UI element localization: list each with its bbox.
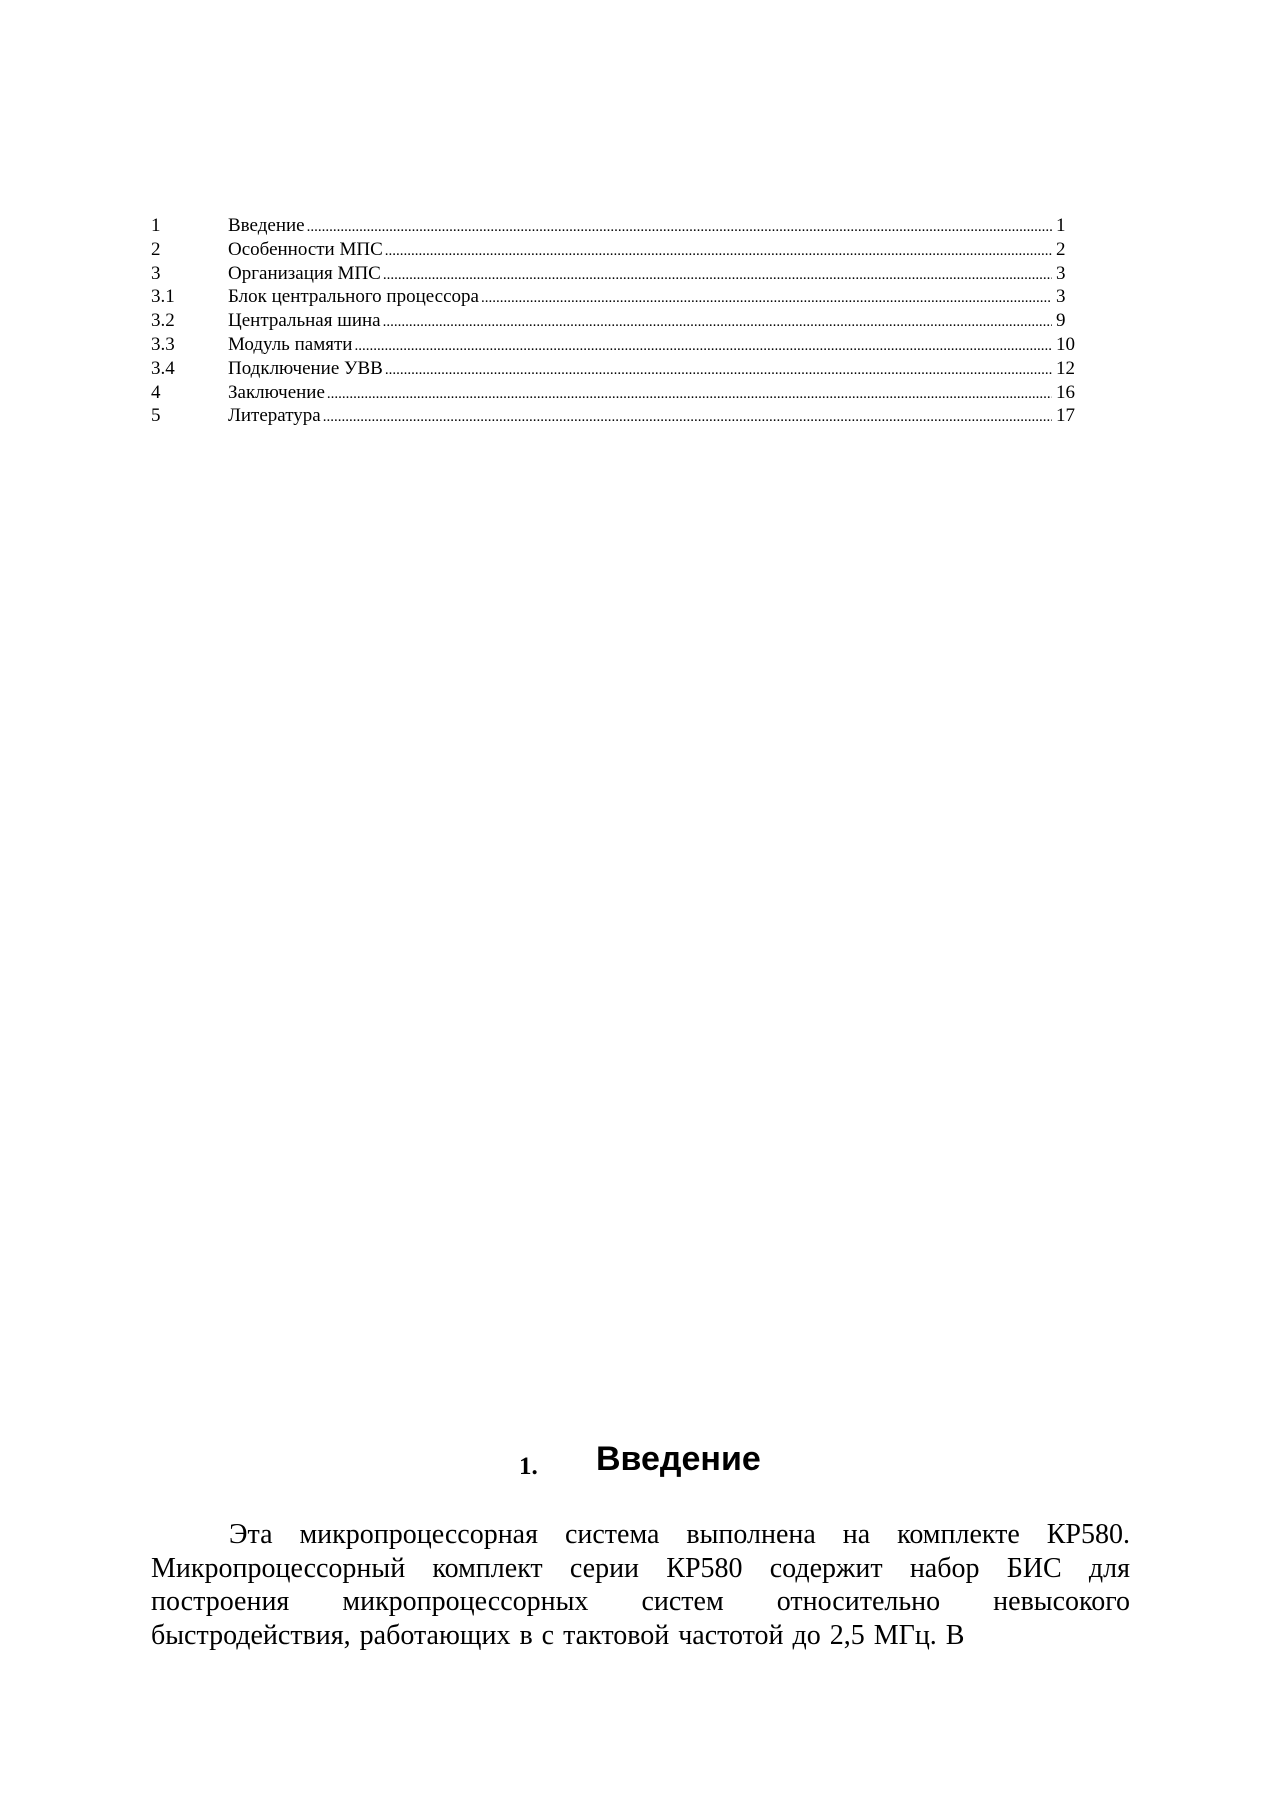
section-heading xyxy=(0,1440,1280,1488)
toc-entry[interactable] xyxy=(151,285,1086,309)
toc-entry-title: Организация МПС xyxy=(228,262,381,284)
toc-entry[interactable] xyxy=(151,381,1086,405)
toc-entry-page: 3 xyxy=(1056,286,1066,308)
toc-entry-title: Центральная шина xyxy=(228,310,381,332)
section-number: 1. xyxy=(519,1453,538,1480)
toc-dot-leader xyxy=(354,335,1052,359)
toc-entry-page: 17 xyxy=(1056,405,1075,427)
toc-entry-number: 1 xyxy=(151,215,161,236)
toc-entry[interactable] xyxy=(151,357,1086,381)
toc-entry-page: 3 xyxy=(1056,262,1066,284)
toc-entry-number: 3.1 xyxy=(151,286,175,308)
toc-entry[interactable] xyxy=(151,309,1086,333)
toc-entry-number: 2 xyxy=(151,238,161,260)
toc-entry-page: 12 xyxy=(1056,357,1075,379)
toc-entry-number: 3 xyxy=(151,262,161,284)
toc-entry-page: 16 xyxy=(1056,381,1075,403)
toc-entry-page: 9 xyxy=(1056,310,1066,332)
toc-entry-number: 5 xyxy=(151,405,161,427)
toc-entry[interactable] xyxy=(151,214,1086,238)
toc-entry-number: 3.4 xyxy=(151,357,175,379)
toc-entry-title: Модуль памяти xyxy=(228,333,353,355)
section-title: Введение xyxy=(596,1440,761,1478)
toc-entry-title: Подключение УВВ xyxy=(228,357,383,379)
toc-entry[interactable] xyxy=(151,262,1086,286)
body-paragraph: Эта микропроцессорная система выполнена на комплекте КР580. Микропроцессорный комплект серии КР580 содержит набор БИС для построения микропроцессорных систем относительно невысокого быстродействия, работающих в с тактовой частотой до 2,5 МГц. В xyxy=(151,1519,1130,1651)
toc-dot-leader xyxy=(481,287,1052,311)
toc-dot-leader xyxy=(385,359,1052,383)
toc-entry[interactable] xyxy=(151,238,1086,262)
toc-dot-leader xyxy=(323,406,1052,430)
toc-dot-leader xyxy=(327,383,1052,407)
toc-dot-leader xyxy=(383,264,1052,288)
toc-entry-title: Особенности МПС xyxy=(228,238,383,260)
toc-entry-title: Литература xyxy=(228,405,321,427)
toc-entry-title: Блок центрального процессора xyxy=(228,286,479,308)
toc-dot-leader xyxy=(383,311,1052,335)
toc-entry-title: Заключение xyxy=(228,381,325,403)
toc-entry-number: 3.2 xyxy=(151,310,175,332)
toc-dot-leader xyxy=(307,216,1052,240)
toc-entry-title: Введение xyxy=(228,215,305,236)
toc-entry-page: 10 xyxy=(1056,333,1075,355)
table-of-contents xyxy=(151,214,1086,428)
toc-entry-number: 4 xyxy=(151,381,161,403)
toc-entry[interactable] xyxy=(151,333,1086,357)
toc-entry-page: 2 xyxy=(1056,238,1066,260)
toc-entry[interactable] xyxy=(151,404,1086,428)
toc-entry-page: 1 xyxy=(1056,215,1066,236)
toc-entry-number: 3.3 xyxy=(151,333,175,355)
toc-dot-leader xyxy=(385,240,1052,264)
